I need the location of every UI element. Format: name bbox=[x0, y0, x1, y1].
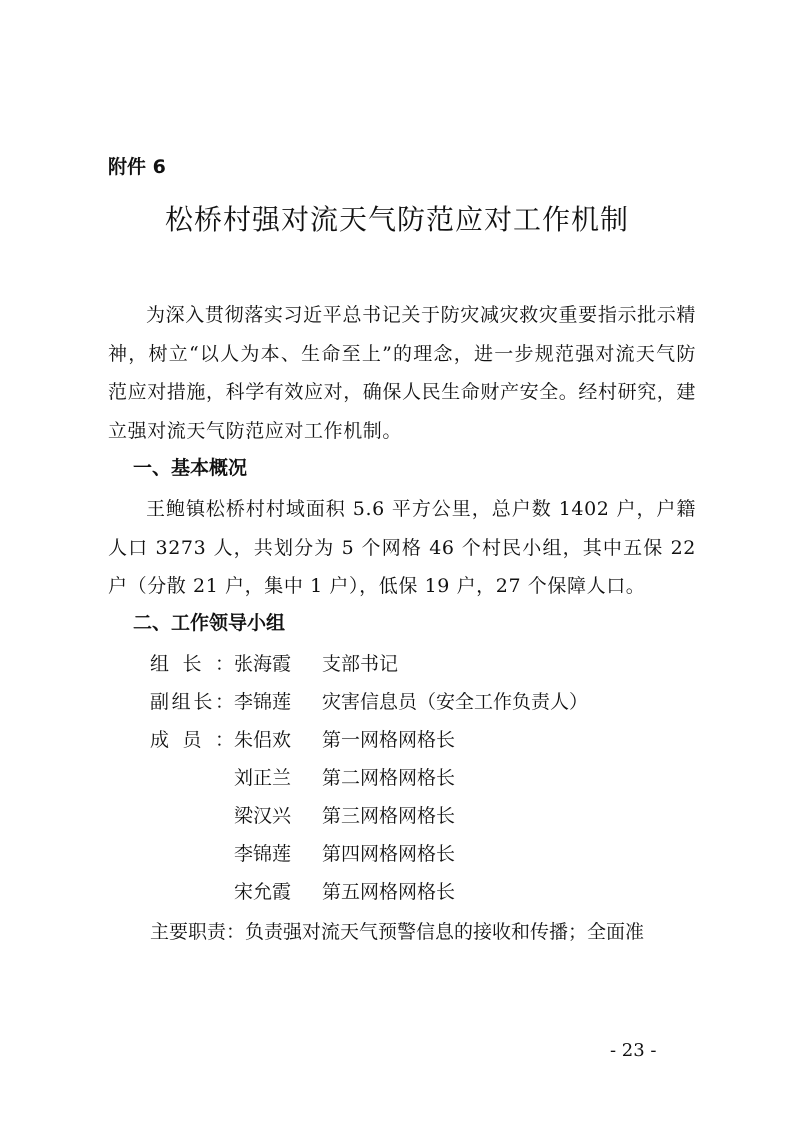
member-role: 组长： bbox=[150, 653, 234, 675]
member-position: 第五网格网格长 bbox=[322, 881, 456, 903]
member-position: 第三网格网格长 bbox=[322, 805, 456, 827]
member-name: 朱侣欢 bbox=[234, 729, 292, 751]
member-position: 第四网格网格长 bbox=[322, 843, 456, 865]
member-row bbox=[150, 873, 455, 911]
member-name: 李锦莲 bbox=[234, 691, 292, 713]
intro-paragraph: 为深入贯彻落实习近平总书记关于防灾减灾救灾重要指示批示精神，树立“以人为本、生命至上”的理念，进一步规范强对流天气防范应对措施，科学有效应对，确保人民生命财产安全。经村研究，建立强对流天气防范应对工作机制。 bbox=[108, 304, 697, 442]
page-number: - 23 - bbox=[610, 1040, 657, 1061]
section1-paragraph: 王鲍镇松桥村村域面积 5.6 平方公里，总户数 1402 户，户籍人口 3273 人，共划分为 5 个网格 46 个村民小组，其中五保 22 户（分散 21 户，集中 1 户），低保 19 户，27 个保障人口。 bbox=[108, 498, 696, 597]
document-title: 松桥村强对流天气防范应对工作机制 bbox=[164, 203, 629, 236]
member-name: 宋允霞 bbox=[234, 881, 292, 903]
member-row bbox=[150, 645, 398, 683]
member-role: 成员： bbox=[150, 729, 234, 751]
member-row bbox=[150, 759, 455, 797]
member-name: 张海霞 bbox=[234, 653, 292, 675]
member-position: 第一网格网格长 bbox=[322, 729, 456, 751]
member-name: 李锦莲 bbox=[234, 843, 292, 865]
section2-heading: 二、工作领导小组 bbox=[133, 612, 286, 634]
section1-heading: 一、基本概况 bbox=[133, 457, 248, 479]
member-position: 第二网格网格长 bbox=[322, 767, 456, 789]
attachment-label: 附件 6 bbox=[108, 156, 166, 178]
member-position: 支部书记 bbox=[322, 653, 399, 675]
member-row bbox=[150, 683, 588, 721]
member-row bbox=[150, 721, 455, 759]
member-name: 刘正兰 bbox=[234, 767, 292, 789]
member-row bbox=[150, 835, 455, 873]
member-position: 灾害信息员（安全工作负责人） bbox=[322, 691, 589, 713]
member-row bbox=[150, 797, 455, 835]
member-role: 副组长： bbox=[150, 691, 234, 713]
duty-line: 主要职责：负责强对流天气预警信息的接收和传播；全面准 bbox=[150, 921, 645, 943]
member-name: 梁汉兴 bbox=[234, 805, 292, 827]
